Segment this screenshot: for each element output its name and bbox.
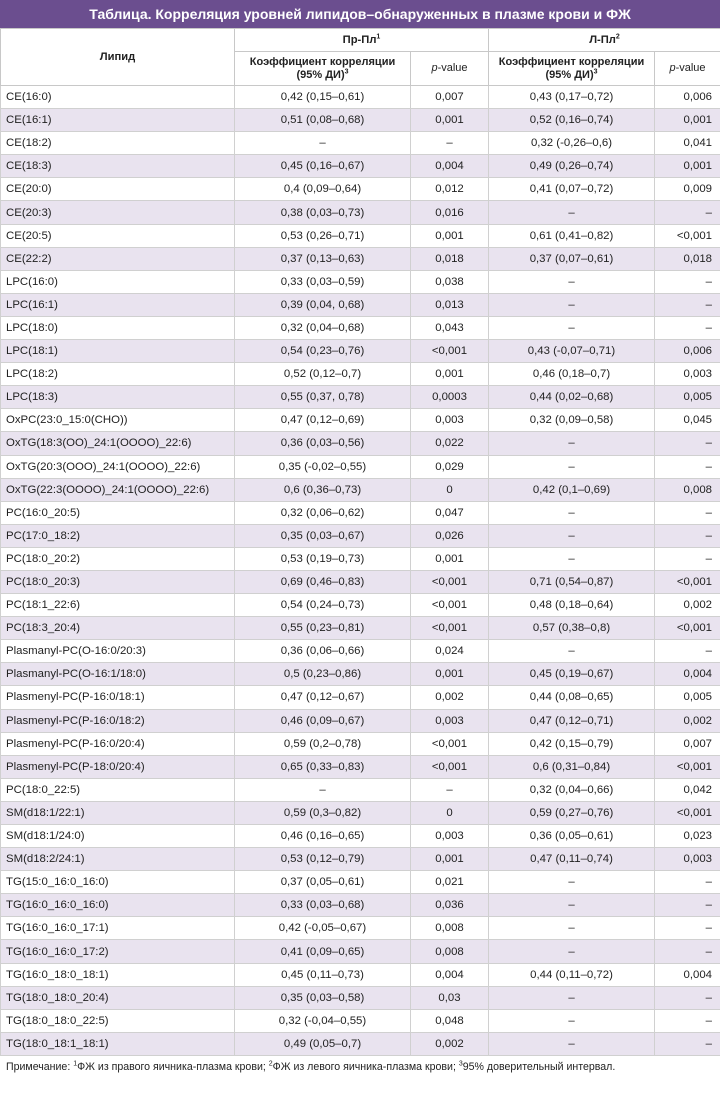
pvalue-right-cell: 0,001 — [411, 109, 489, 132]
pvalue-right-cell: 0,029 — [411, 455, 489, 478]
table-row — [1, 986, 720, 1009]
table-row — [1, 478, 720, 501]
pvalue-right-cell: 0,008 — [411, 917, 489, 940]
coef-left-cell: – — [489, 986, 655, 1009]
pvalue-right-cell: 0,038 — [411, 270, 489, 293]
table-row — [1, 801, 720, 824]
coef-right-cell: 0,33 (0,03–0,59) — [235, 270, 411, 293]
header-coef-ci: (95% ДИ) — [545, 68, 594, 81]
pvalue-right-cell: – — [411, 132, 489, 155]
coef-right-cell: 0,35 (0,03–0,67) — [235, 524, 411, 547]
coef-right-cell: 0,54 (0,24–0,73) — [235, 594, 411, 617]
lipid-name-cell: PC(16:0_20:5) — [1, 501, 235, 524]
table-row — [1, 1032, 720, 1055]
lipid-name-cell: CE(18:3) — [1, 155, 235, 178]
coef-right-cell: 0,65 (0,33–0,83) — [235, 755, 411, 778]
pvalue-right-cell: 0,001 — [411, 547, 489, 570]
coef-left-cell: 0,59 (0,27–0,76) — [489, 801, 655, 824]
coef-left-cell: 0,32 (0,09–0,58) — [489, 409, 655, 432]
lipid-name-cell: LPC(18:3) — [1, 386, 235, 409]
table-row — [1, 871, 720, 894]
coef-left-cell: – — [489, 940, 655, 963]
coef-right-cell: 0,38 (0,03–0,73) — [235, 201, 411, 224]
table-row — [1, 247, 720, 270]
lipid-name-cell: CE(16:1) — [1, 109, 235, 132]
coef-left-cell: 0,57 (0,38–0,8) — [489, 617, 655, 640]
coef-right-cell: 0,37 (0,05–0,61) — [235, 871, 411, 894]
coef-left-cell: – — [489, 293, 655, 316]
pvalue-right-cell: <0,001 — [411, 570, 489, 593]
coef-left-cell: – — [489, 524, 655, 547]
pvalue-left-cell: – — [655, 432, 720, 455]
table-row — [1, 109, 720, 132]
coef-left-cell: 0,61 (0,41–0,82) — [489, 224, 655, 247]
coef-left-cell: – — [489, 917, 655, 940]
coef-left-cell: 0,6 (0,31–0,84) — [489, 755, 655, 778]
coef-right-cell: 0,35 (0,03–0,58) — [235, 986, 411, 1009]
table-row — [1, 432, 720, 455]
coef-right-cell: 0,49 (0,05–0,7) — [235, 1032, 411, 1055]
pvalue-right-cell: <0,001 — [411, 755, 489, 778]
coef-right-cell: 0,54 (0,23–0,76) — [235, 340, 411, 363]
coef-left-cell: 0,36 (0,05–0,61) — [489, 825, 655, 848]
header-pvalue-p: p — [431, 62, 438, 75]
coef-right-cell: 0,45 (0,11–0,73) — [235, 963, 411, 986]
table-note — [0, 1056, 720, 1074]
pvalue-left-cell: – — [655, 547, 720, 570]
pvalue-right-cell: 0,018 — [411, 247, 489, 270]
pvalue-left-cell: – — [655, 1009, 720, 1032]
lipid-name-cell: CE(22:2) — [1, 247, 235, 270]
header-group-right-sup: 1 — [376, 32, 381, 40]
coef-right-cell: 0,46 (0,16–0,65) — [235, 825, 411, 848]
header-coef-left — [489, 52, 655, 86]
pvalue-left-cell: – — [655, 986, 720, 1009]
pvalue-right-cell: 0,03 — [411, 986, 489, 1009]
coef-right-cell: 0,46 (0,09–0,67) — [235, 709, 411, 732]
table-row — [1, 293, 720, 316]
coef-right-cell: 0,36 (0,03–0,56) — [235, 432, 411, 455]
pvalue-left-cell: 0,045 — [655, 409, 720, 432]
pvalue-right-cell: – — [411, 778, 489, 801]
note-text-3: 95% доверительный интервал. — [462, 1060, 616, 1073]
lipid-name-cell: TG(18:0_18:0_22:5) — [1, 1009, 235, 1032]
note-sup-2: 2 — [268, 1060, 273, 1068]
pvalue-left-cell: 0,006 — [655, 86, 720, 109]
correlation-table — [0, 28, 720, 1056]
table-row — [1, 963, 720, 986]
lipid-name-cell: TG(16:0_18:0_18:1) — [1, 963, 235, 986]
table-row — [1, 86, 720, 109]
lipid-name-cell: Plasmenyl-PC(P-18:0/20:4) — [1, 755, 235, 778]
header-coef-label: Коэффициент корреляции — [498, 55, 645, 68]
coef-left-cell: 0,46 (0,18–0,7) — [489, 363, 655, 386]
pvalue-left-cell: 0,001 — [655, 109, 720, 132]
pvalue-left-cell: <0,001 — [655, 617, 720, 640]
pvalue-left-cell: – — [655, 316, 720, 339]
lipid-name-cell: Plasmenyl-PC(P-16:0/18:1) — [1, 686, 235, 709]
lipid-name-cell: TG(18:0_18:1_18:1) — [1, 1032, 235, 1055]
lipid-name-cell: Plasmanyl-PC(O-16:0/20:3) — [1, 640, 235, 663]
pvalue-right-cell: 0,003 — [411, 709, 489, 732]
pvalue-left-cell: – — [655, 201, 720, 224]
coef-left-cell: 0,52 (0,16–0,74) — [489, 109, 655, 132]
header-lipid: Липид — [1, 29, 235, 86]
coef-left-cell: – — [489, 547, 655, 570]
table-row — [1, 570, 720, 593]
pvalue-right-cell: 0,016 — [411, 201, 489, 224]
note-sup-1: 1 — [73, 1060, 78, 1068]
header-coef-sup: 3 — [593, 67, 598, 75]
pvalue-left-cell: 0,003 — [655, 363, 720, 386]
coef-left-cell: – — [489, 1009, 655, 1032]
coef-left-cell: 0,49 (0,26–0,74) — [489, 155, 655, 178]
note-label: Примечание: — [6, 1060, 74, 1073]
pvalue-left-cell: <0,001 — [655, 755, 720, 778]
pvalue-left-cell: – — [655, 917, 720, 940]
table-row — [1, 363, 720, 386]
pvalue-right-cell: 0,008 — [411, 940, 489, 963]
coef-left-cell: 0,32 (-0,26–0,6) — [489, 132, 655, 155]
coef-left-cell: – — [489, 1032, 655, 1055]
coef-left-cell: 0,44 (0,11–0,72) — [489, 963, 655, 986]
table-row — [1, 224, 720, 247]
header-coef-right — [235, 52, 411, 86]
header-group-left-sup: 2 — [615, 32, 620, 40]
coef-right-cell: 0,51 (0,08–0,68) — [235, 109, 411, 132]
lipid-name-cell: TG(16:0_16:0_17:2) — [1, 940, 235, 963]
table-row — [1, 778, 720, 801]
table-row — [1, 316, 720, 339]
pvalue-left-cell: – — [655, 270, 720, 293]
pvalue-left-cell: 0,003 — [655, 848, 720, 871]
coef-right-cell: 0,47 (0,12–0,67) — [235, 686, 411, 709]
table-row — [1, 178, 720, 201]
pvalue-left-cell: – — [655, 640, 720, 663]
table-row — [1, 409, 720, 432]
coef-left-cell: 0,42 (0,1–0,69) — [489, 478, 655, 501]
coef-right-cell: – — [235, 778, 411, 801]
coef-left-cell: 0,41 (0,07–0,72) — [489, 178, 655, 201]
pvalue-right-cell: 0 — [411, 478, 489, 501]
lipid-name-cell: CE(20:3) — [1, 201, 235, 224]
pvalue-left-cell: – — [655, 1032, 720, 1055]
pvalue-left-cell: 0,042 — [655, 778, 720, 801]
table-row — [1, 132, 720, 155]
pvalue-left-cell: 0,007 — [655, 732, 720, 755]
coef-left-cell: 0,42 (0,15–0,79) — [489, 732, 655, 755]
pvalue-right-cell: 0,022 — [411, 432, 489, 455]
pvalue-right-cell: <0,001 — [411, 340, 489, 363]
lipid-name-cell: TG(16:0_16:0_16:0) — [1, 894, 235, 917]
pvalue-left-cell: 0,002 — [655, 594, 720, 617]
pvalue-left-cell: <0,001 — [655, 801, 720, 824]
table-row — [1, 155, 720, 178]
pvalue-right-cell: 0,026 — [411, 524, 489, 547]
lipid-name-cell: CE(16:0) — [1, 86, 235, 109]
pvalue-right-cell: 0,048 — [411, 1009, 489, 1032]
pvalue-right-cell: 0,024 — [411, 640, 489, 663]
pvalue-right-cell: 0,047 — [411, 501, 489, 524]
table-row — [1, 894, 720, 917]
table-row — [1, 501, 720, 524]
coef-left-cell: 0,37 (0,07–0,61) — [489, 247, 655, 270]
lipid-name-cell: PC(18:0_20:2) — [1, 547, 235, 570]
pvalue-right-cell: 0,013 — [411, 293, 489, 316]
pvalue-right-cell: 0,004 — [411, 155, 489, 178]
table-row — [1, 825, 720, 848]
lipid-name-cell: Plasmenyl-PC(P-16:0/20:4) — [1, 732, 235, 755]
pvalue-left-cell: <0,001 — [655, 570, 720, 593]
pvalue-right-cell: 0,001 — [411, 363, 489, 386]
pvalue-left-cell: 0,004 — [655, 963, 720, 986]
table-row — [1, 732, 720, 755]
coef-right-cell: 0,5 (0,23–0,86) — [235, 663, 411, 686]
lipid-name-cell: PC(18:1_22:6) — [1, 594, 235, 617]
lipid-name-cell: TG(15:0_16:0_16:0) — [1, 871, 235, 894]
pvalue-left-cell: – — [655, 501, 720, 524]
coef-right-cell: 0,39 (0,04, 0,68) — [235, 293, 411, 316]
coef-right-cell: 0,32 (-0,04–0,55) — [235, 1009, 411, 1032]
pvalue-right-cell: 0,012 — [411, 178, 489, 201]
pvalue-left-cell: 0,018 — [655, 247, 720, 270]
pvalue-left-cell: 0,001 — [655, 155, 720, 178]
table-row — [1, 940, 720, 963]
lipid-name-cell: LPC(18:1) — [1, 340, 235, 363]
table-row — [1, 1009, 720, 1032]
header-group-right — [235, 29, 489, 52]
table-row — [1, 201, 720, 224]
table-row — [1, 455, 720, 478]
table-row — [1, 640, 720, 663]
coef-left-cell: – — [489, 455, 655, 478]
coef-right-cell: 0,41 (0,09–0,65) — [235, 940, 411, 963]
pvalue-right-cell: 0 — [411, 801, 489, 824]
lipid-name-cell: TG(18:0_18:0_20:4) — [1, 986, 235, 1009]
table-row — [1, 917, 720, 940]
coef-left-cell: 0,71 (0,54–0,87) — [489, 570, 655, 593]
coef-right-cell: 0,32 (0,06–0,62) — [235, 501, 411, 524]
coef-left-cell: – — [489, 270, 655, 293]
pvalue-right-cell: <0,001 — [411, 594, 489, 617]
pvalue-right-cell: 0,007 — [411, 86, 489, 109]
pvalue-left-cell: – — [655, 894, 720, 917]
pvalue-right-cell: 0,021 — [411, 871, 489, 894]
pvalue-left-cell: 0,041 — [655, 132, 720, 155]
pvalue-left-cell: 0,004 — [655, 663, 720, 686]
header-group-left-label: Л-Пл — [589, 33, 616, 46]
lipid-name-cell: Plasmanyl-PC(O-16:1/18:0) — [1, 663, 235, 686]
lipid-name-cell: CE(20:0) — [1, 178, 235, 201]
lipid-name-cell: SM(d18:1/24:0) — [1, 825, 235, 848]
pvalue-right-cell: 0,001 — [411, 848, 489, 871]
pvalue-right-cell: <0,001 — [411, 617, 489, 640]
header-pvalue-p: p — [669, 62, 676, 75]
pvalue-right-cell: 0,004 — [411, 963, 489, 986]
table-row — [1, 386, 720, 409]
table-row — [1, 848, 720, 871]
header-group-right-label: Пр-Пл — [342, 33, 377, 46]
header-pvalue-left — [655, 52, 720, 86]
coef-left-cell: – — [489, 501, 655, 524]
header-coef-sup: 3 — [344, 67, 349, 75]
pvalue-right-cell: <0,001 — [411, 732, 489, 755]
pvalue-left-cell: 0,009 — [655, 178, 720, 201]
pvalue-left-cell: – — [655, 455, 720, 478]
lipid-name-cell: PC(18:0_20:3) — [1, 570, 235, 593]
table-row — [1, 524, 720, 547]
pvalue-left-cell: – — [655, 293, 720, 316]
pvalue-left-cell: – — [655, 940, 720, 963]
pvalue-right-cell: 0,002 — [411, 1032, 489, 1055]
coef-right-cell: 0,4 (0,09–0,64) — [235, 178, 411, 201]
pvalue-right-cell: 0,003 — [411, 409, 489, 432]
coef-left-cell: – — [489, 201, 655, 224]
coef-right-cell: 0,53 (0,12–0,79) — [235, 848, 411, 871]
pvalue-left-cell: <0,001 — [655, 224, 720, 247]
table-title: Таблица. Корреляция уровней липидов–обнаруженных в плазме крови и ФЖ — [0, 0, 720, 28]
coef-right-cell: 0,55 (0,37, 0,78) — [235, 386, 411, 409]
table-row — [1, 594, 720, 617]
lipid-name-cell: CE(20:5) — [1, 224, 235, 247]
coef-left-cell: – — [489, 316, 655, 339]
pvalue-right-cell: 0,002 — [411, 686, 489, 709]
note-text-2: ФЖ из левого яичника-плазма крови; — [272, 1060, 459, 1073]
coef-right-cell: 0,35 (-0,02–0,55) — [235, 455, 411, 478]
lipid-name-cell: LPC(16:1) — [1, 293, 235, 316]
coef-left-cell: 0,43 (0,17–0,72) — [489, 86, 655, 109]
header-coef-label: Коэффициент корреляции — [249, 55, 396, 68]
coef-right-cell: 0,45 (0,16–0,67) — [235, 155, 411, 178]
coef-right-cell: 0,42 (0,15–0,61) — [235, 86, 411, 109]
lipid-name-cell: OxPC(23:0_15:0(CHO)) — [1, 409, 235, 432]
pvalue-left-cell: 0,002 — [655, 709, 720, 732]
coef-left-cell: 0,43 (-0,07–0,71) — [489, 340, 655, 363]
pvalue-left-cell: – — [655, 524, 720, 547]
coef-left-cell: – — [489, 432, 655, 455]
coef-right-cell: 0,55 (0,23–0,81) — [235, 617, 411, 640]
coef-right-cell: 0,36 (0,06–0,66) — [235, 640, 411, 663]
pvalue-right-cell: 0,0003 — [411, 386, 489, 409]
table-row — [1, 709, 720, 732]
header-coef-ci: (95% ДИ) — [296, 68, 345, 81]
note-sup-3: 3 — [458, 1060, 463, 1068]
header-group-left — [489, 29, 720, 52]
header-pvalue-rest: -value — [675, 62, 706, 75]
coef-left-cell: 0,47 (0,12–0,71) — [489, 709, 655, 732]
lipid-name-cell: SM(d18:2/24:1) — [1, 848, 235, 871]
pvalue-right-cell: 0,043 — [411, 316, 489, 339]
coef-right-cell: 0,42 (-0,05–0,67) — [235, 917, 411, 940]
table-row — [1, 547, 720, 570]
coef-right-cell: 0,32 (0,04–0,68) — [235, 316, 411, 339]
coef-left-cell: 0,44 (0,02–0,68) — [489, 386, 655, 409]
pvalue-left-cell: 0,005 — [655, 686, 720, 709]
note-text-1: ФЖ из правого яичника-плазма крови; — [77, 1060, 269, 1073]
pvalue-left-cell: 0,023 — [655, 825, 720, 848]
lipid-name-cell: CE(18:2) — [1, 132, 235, 155]
coef-right-cell: 0,47 (0,12–0,69) — [235, 409, 411, 432]
pvalue-left-cell: – — [655, 871, 720, 894]
lipid-name-cell: SM(d18:1/22:1) — [1, 801, 235, 824]
lipid-name-cell: OxTG(20:3(OOO)_24:1(OOOO)_22:6) — [1, 455, 235, 478]
lipid-name-cell: LPC(18:0) — [1, 316, 235, 339]
lipid-name-cell: PC(18:3_20:4) — [1, 617, 235, 640]
lipid-name-cell: OxTG(22:3(OOOO)_24:1(OOOO)_22:6) — [1, 478, 235, 501]
lipid-name-cell: OxTG(18:3(OO)_24:1(OOOO)_22:6) — [1, 432, 235, 455]
coef-right-cell: 0,6 (0,36–0,73) — [235, 478, 411, 501]
coef-right-cell: 0,37 (0,13–0,63) — [235, 247, 411, 270]
table-header — [1, 29, 720, 86]
table-row — [1, 270, 720, 293]
lipid-name-cell: LPC(18:2) — [1, 363, 235, 386]
coef-right-cell: 0,59 (0,3–0,82) — [235, 801, 411, 824]
pvalue-right-cell: 0,036 — [411, 894, 489, 917]
coef-right-cell: 0,53 (0,26–0,71) — [235, 224, 411, 247]
coef-left-cell: – — [489, 894, 655, 917]
lipid-name-cell: PC(17:0_18:2) — [1, 524, 235, 547]
header-pvalue-rest: -value — [437, 62, 468, 75]
table-row — [1, 686, 720, 709]
pvalue-left-cell: 0,005 — [655, 386, 720, 409]
pvalue-right-cell: 0,001 — [411, 663, 489, 686]
coef-right-cell: – — [235, 132, 411, 155]
coef-right-cell: 0,52 (0,12–0,7) — [235, 363, 411, 386]
table-row — [1, 340, 720, 363]
lipid-name-cell: LPC(16:0) — [1, 270, 235, 293]
coef-right-cell: 0,59 (0,2–0,78) — [235, 732, 411, 755]
coef-left-cell: 0,32 (0,04–0,66) — [489, 778, 655, 801]
coef-right-cell: 0,69 (0,46–0,83) — [235, 570, 411, 593]
coef-left-cell: 0,47 (0,11–0,74) — [489, 848, 655, 871]
coef-left-cell: 0,48 (0,18–0,64) — [489, 594, 655, 617]
pvalue-left-cell: 0,006 — [655, 340, 720, 363]
table-row — [1, 663, 720, 686]
table-row — [1, 617, 720, 640]
coef-left-cell: – — [489, 640, 655, 663]
table-row — [1, 755, 720, 778]
pvalue-right-cell: 0,003 — [411, 825, 489, 848]
coef-left-cell: – — [489, 871, 655, 894]
pvalue-right-cell: 0,001 — [411, 224, 489, 247]
coef-right-cell: 0,53 (0,19–0,73) — [235, 547, 411, 570]
pvalue-left-cell: 0,008 — [655, 478, 720, 501]
coef-left-cell: 0,45 (0,19–0,67) — [489, 663, 655, 686]
coef-right-cell: 0,33 (0,03–0,68) — [235, 894, 411, 917]
lipid-name-cell: PC(18:0_22:5) — [1, 778, 235, 801]
lipid-name-cell: Plasmenyl-PC(P-16:0/18:2) — [1, 709, 235, 732]
coef-left-cell: 0,44 (0,08–0,65) — [489, 686, 655, 709]
header-pvalue-right — [411, 52, 489, 86]
table-body — [1, 86, 720, 1056]
lipid-name-cell: TG(16:0_16:0_17:1) — [1, 917, 235, 940]
